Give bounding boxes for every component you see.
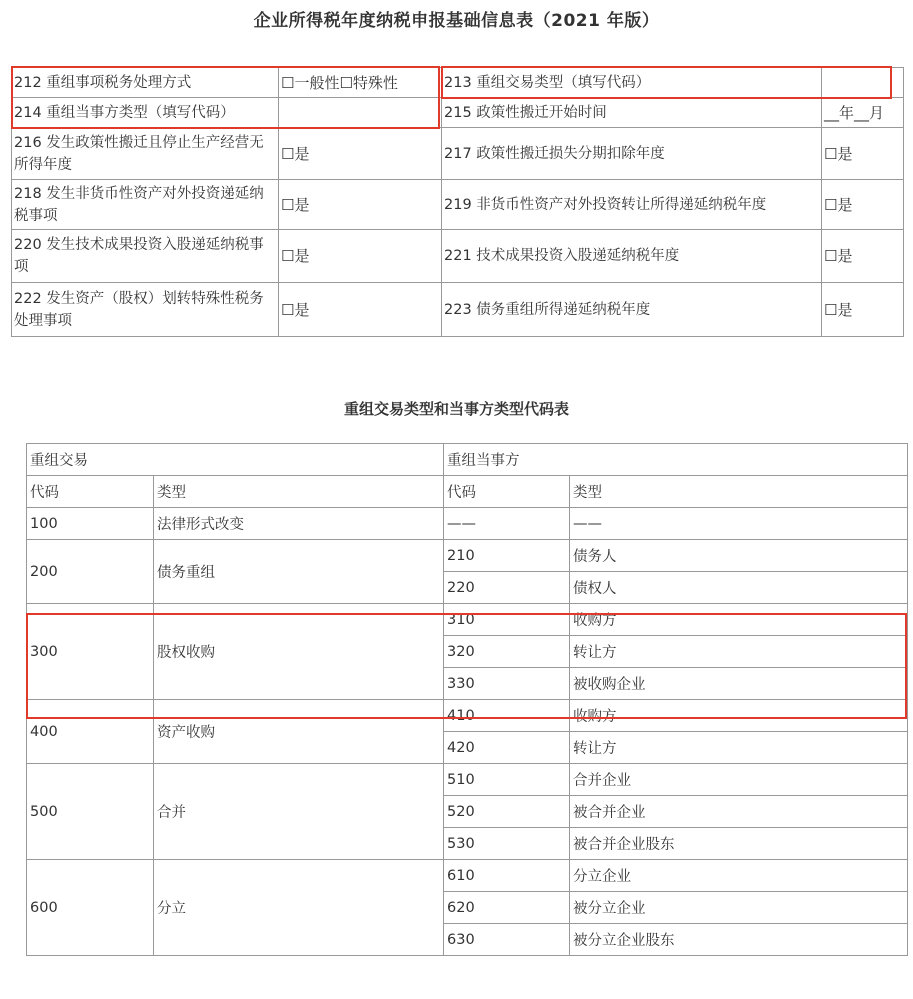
party-type: 被分立企业 [570,892,908,924]
party-code: 510 [444,764,570,796]
party-type: 被合并企业股东 [570,828,908,860]
table-row [27,764,908,796]
party-code: 620 [444,892,570,924]
party-code: 210 [444,540,570,572]
party-type: 合并企业 [570,764,908,796]
party-type: 债权人 [570,572,908,604]
yes-checkbox[interactable]: ☐是 [279,180,442,230]
party-type: 收购方 [570,604,908,636]
party-code: 420 [444,732,570,764]
code-table-title: 重组交易类型和当事方类型代码表 [343,400,569,418]
party-type: 被合并企业 [570,796,908,828]
info-row [12,283,904,337]
column-header-type: 类型 [154,476,444,508]
info-label: 216 发生政策性搬迁且停止生产经营无所得年度 [12,128,279,180]
party-code: 310 [444,604,570,636]
info-label: 215 政策性搬迁开始时间 [442,98,822,128]
yes-checkbox[interactable]: ☐是 [279,230,442,283]
party-code: 530 [444,828,570,860]
transaction-type-code-field[interactable] [822,68,904,98]
table-row [27,540,908,572]
info-row [12,230,904,283]
transaction-type: 合并 [154,764,444,860]
info-label: 223 债务重组所得递延纳税年度 [442,283,822,337]
party-code: 330 [444,668,570,700]
party-code: 410 [444,700,570,732]
transaction-code: 600 [27,860,154,956]
transaction-code: 500 [27,764,154,860]
info-label: 220 发生技术成果投资入股递延纳税事项 [12,230,279,283]
party-type: 收购方 [570,700,908,732]
reorganization-code-table [26,443,908,956]
column-header-code: 代码 [27,476,154,508]
info-label: 219 非货币性资产对外投资转让所得递延纳税年度 [442,180,822,230]
column-header-row [27,476,908,508]
transaction-code: 300 [27,604,154,700]
yes-checkbox[interactable]: ☐是 [822,283,904,337]
info-row [12,128,904,180]
party-type: 转让方 [570,636,908,668]
group-header-party: 重组当事方 [444,444,908,476]
transaction-type: 分立 [154,860,444,956]
processing-method-options[interactable]: ☐一般性☐特殊性 [279,68,442,98]
column-header-type: 类型 [570,476,908,508]
doc-title: 企业所得税年度纳税申报基础信息表（2021 年版） [253,11,660,31]
table-row [27,700,908,732]
transaction-type: 资产收购 [154,700,444,764]
table-row [27,860,908,892]
info-label: 213 重组交易类型（填写代码） [442,68,822,98]
transaction-code: 400 [27,700,154,764]
party-type: 分立企业 [570,860,908,892]
party-code: 320 [444,636,570,668]
party-type: 被收购企业 [570,668,908,700]
transaction-code: 200 [27,540,154,604]
party-code: 610 [444,860,570,892]
party-code: 220 [444,572,570,604]
transaction-type: 债务重组 [154,540,444,604]
group-header-row [27,444,908,476]
yes-checkbox[interactable]: ☐是 [822,180,904,230]
info-row [12,98,904,128]
transaction-type: 法律形式改变 [154,508,444,540]
column-header-code: 代码 [444,476,570,508]
party-type: 转让方 [570,732,908,764]
yes-checkbox[interactable]: ☐是 [279,128,442,180]
info-label: 214 重组当事方类型（填写代码） [12,98,279,128]
yes-checkbox[interactable]: ☐是 [822,128,904,180]
party-code: 520 [444,796,570,828]
group-header-transaction: 重组交易 [27,444,444,476]
transaction-code: 100 [27,508,154,540]
party-type-code-field[interactable] [279,98,442,128]
party-type: 被分立企业股东 [570,924,908,956]
relocation-start-time-field[interactable]: __年__月 [822,98,904,128]
party-code: —— [444,508,570,540]
table-row [27,508,908,540]
info-label: 212 重组事项税务处理方式 [12,68,279,98]
info-label: 222 发生资产（股权）划转特殊性税务处理事项 [12,283,279,337]
yes-checkbox[interactable]: ☐是 [822,230,904,283]
party-type: —— [570,508,908,540]
info-row [12,68,904,98]
basic-info-table [11,67,904,337]
info-row [12,180,904,230]
yes-checkbox[interactable]: ☐是 [279,283,442,337]
info-label: 218 发生非货币性资产对外投资递延纳税事项 [12,180,279,230]
info-label: 221 技术成果投资入股递延纳税年度 [442,230,822,283]
table-row [27,604,908,636]
party-type: 债务人 [570,540,908,572]
transaction-type: 股权收购 [154,604,444,700]
party-code: 630 [444,924,570,956]
info-label: 217 政策性搬迁损失分期扣除年度 [442,128,822,180]
